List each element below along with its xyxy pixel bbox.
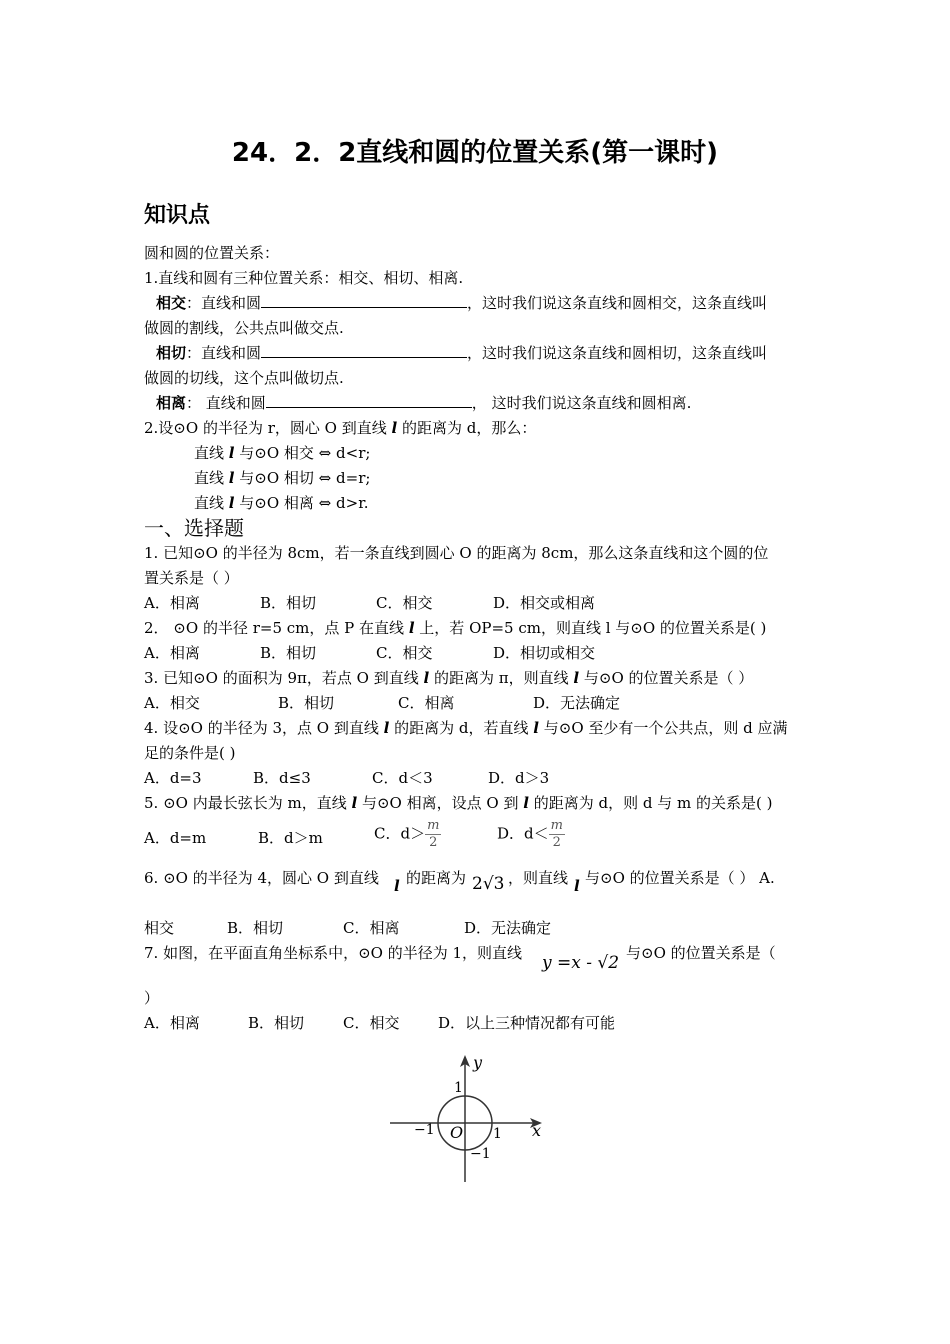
knowledge-p1: 1.直线和圆有三种位置关系：相交、相切、相离. [144,269,464,287]
question-4-line-1: 4. 设⊙O 的半径为 3，点 O 到直线 l 的距离为 d，若直线 l 与⊙O 至少有一个公共点，则 d 应满 [144,719,788,737]
q5-option-c: C．d＞ $\frac{m}{2}$ [374,818,440,850]
fill-blank [261,343,467,358]
tangent-label: 相切 [156,344,187,362]
question-7-text-b: 与⊙O 的位置关系是（ [626,944,776,962]
question-7-text-a: 7. 如图，在平面直角坐标系中，⊙O 的半径为 1，则直线 [144,944,523,962]
section-choice-heading: 一、选择题 [144,516,244,540]
q6-option-d: D．无法确定 [464,919,552,937]
knowledge-intersect-line [156,293,767,313]
tick-1-x: 1 [493,1126,502,1142]
x-axis-label: x [532,1121,542,1140]
intersect-label: 相交 [156,294,187,312]
y-axis-label: y [473,1053,483,1072]
question-7-text-c: ） [144,989,160,1007]
question-1-line-2: 置关系是（ ） [144,569,239,587]
question-5-line: 5. ⊙O 内最长弦长为 m，直线 l 与⊙O 相离，设点 O 到 l 的距离为 d，则 d 与 m 的关系是( ) [144,794,773,812]
fill-blank [261,293,467,308]
q6-option-a: 相交 [144,919,175,937]
tick-neg1-y: −1 [470,1146,491,1162]
tick-neg1-x: −1 [414,1122,435,1138]
q7-option-b: B．相切 [248,1014,305,1032]
question-3-line: 3. 已知⊙O 的面积为 9π，若点 O 到直线 l 的距离为 π，则直线 l 与⊙O 的位置关系是（ ） [144,669,754,687]
question-6-text-b: 的距离为 [406,869,467,887]
q5-option-d: D．d＜ $\frac{m}{2}$ [497,818,563,850]
tick-1-y: 1 [454,1080,463,1096]
q6-option-b: B．相切 [227,919,284,937]
q1-option-d: D．相交或相离 [493,594,596,612]
q5-option-a: A．d=m [144,829,207,847]
section-knowledge-heading: 知识点 [144,203,211,228]
q2-option-d: D．相切或相交 [493,644,596,662]
q1-option-b: B．相切 [260,594,317,612]
relation-tangent: 直线 l 与⊙O 相切 ⇔ d=r; [194,469,371,487]
q4-option-d: D．d＞3 [488,769,550,787]
separate-post: ， 这时我们说这条直线和圆相离. [471,394,692,412]
q7-option-c: C．相交 [343,1014,400,1032]
coordinate-figure [386,1050,556,1190]
q2-option-a: A．相离 [144,644,200,662]
q6-sqrt-value: 2√3 [472,874,505,894]
fraction-m-over-2: $\frac{m}{2}$ [427,818,440,850]
intersect-pre: ：直线和圆 [186,294,262,312]
q4-option-b: B．d≤3 [253,769,311,787]
intersect-post: ，这时我们说这条直线和圆相交，这条直线叫 [467,294,768,312]
relation-separate: 直线 l 与⊙O 相离 ⇔ d>r. [194,494,369,512]
line-l-symbol: l [394,877,400,895]
question-6-text-d: 与⊙O 的位置关系是（ ） A. [585,869,775,887]
q4-option-c: C．d＜3 [372,769,433,787]
knowledge-tangent-line [156,343,767,363]
q5-option-b: B．d＞m [258,829,323,847]
q2-option-c: C．相交 [376,644,433,662]
q3-option-b: B．相切 [278,694,335,712]
question-6-text-c: ，则直线 [508,869,569,887]
knowledge-intro: 圆和圆的位置关系： [144,244,280,262]
separate-label: 相离 [156,394,187,412]
q3-option-d: D．无法确定 [533,694,621,712]
q7-option-d: D．以上三种情况都有可能 [438,1014,616,1032]
relation-intersect: 直线 l 与⊙O 相交 ⇔ d<r; [194,444,371,462]
knowledge-p2: 2.设⊙O 的半径为 r，圆心 O 到直线 l 的距离为 d，那么： [144,419,537,437]
fraction-m-over-2: $\frac{m}{2}$ [550,818,563,850]
line-l-symbol: l [574,877,580,895]
separate-pre: ： 直线和圆 [186,394,266,412]
q1-option-a: A．相离 [144,594,200,612]
question-4-line-2: 足的条件是( ) [144,744,236,762]
question-6-text-a: 6. ⊙O 的半径为 4，圆心 O 到直线 [144,869,379,887]
q1-option-c: C．相交 [376,594,433,612]
q7-option-a: A．相离 [144,1014,200,1032]
q6-option-c: C．相离 [343,919,400,937]
q3-option-a: A．相交 [144,694,200,712]
question-2-line: 2． ⊙O 的半径 r=5 cm，点 P 在直线 l 上，若 OP=5 cm，则直线 l 与⊙O 的位置关系是( ) [144,619,767,637]
knowledge-separate-line [156,393,691,413]
page-title: 24．2．2直线和圆的位置关系(第一课时) [231,138,719,168]
tangent-post: ，这时我们说这条直线和圆相切，这条直线叫 [467,344,768,362]
q4-option-a: A．d=3 [144,769,202,787]
q7-line-equation: y =x - √2 [542,953,620,973]
origin-label: O [450,1123,464,1142]
knowledge-tangent-cont: 做圆的切线，这个点叫做切点. [144,369,344,387]
knowledge-intersect-cont: 做圆的割线，公共点叫做交点. [144,319,344,337]
q2-option-b: B．相切 [260,644,317,662]
tangent-pre: ：直线和圆 [186,344,262,362]
fill-blank [266,393,472,408]
question-1-line-1: 1. 已知⊙O 的半径为 8cm，若一条直线到圆心 O 的距离为 8cm，那么这条直线和这个圆的位 [144,544,769,562]
q3-option-c: C．相离 [398,694,455,712]
